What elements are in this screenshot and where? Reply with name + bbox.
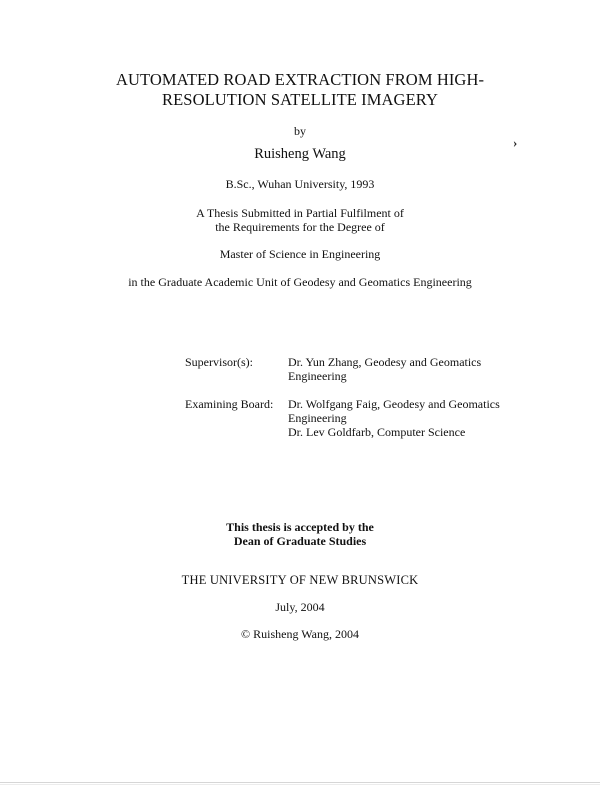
prior-degree: B.Sc., Wuhan University, 1993 <box>225 177 375 191</box>
thesis-title <box>0 70 600 110</box>
target-degree: Master of Science in Engineering <box>219 247 381 261</box>
submission-date: July, 2004 <box>275 600 325 614</box>
acceptance-statement <box>0 520 600 548</box>
university-name: THE UNIVERSITY OF NEW BRUNSWICK <box>181 573 419 587</box>
thesis-title-line-2: RESOLUTION SATELLITE IMAGERY <box>162 90 438 109</box>
thesis-title-line-1: AUTOMATED ROAD EXTRACTION FROM HIGH- <box>115 70 485 89</box>
author-name: Ruisheng Wang <box>254 146 346 162</box>
academic-unit: in the Graduate Academic Unit of Geodesy and Geomatics Engineering <box>128 275 472 289</box>
acceptance-line-1: This thesis is accepted by the <box>226 520 374 534</box>
committee-section <box>185 355 518 453</box>
supervisor-label: Supervisor(s): <box>185 355 253 369</box>
examining-board-row <box>185 397 518 439</box>
supervisor-name-line-2: Engineering <box>288 369 347 383</box>
scan-artifact-mark: › <box>513 135 518 150</box>
thesis-statement-line-1: A Thesis Submitted in Partial Fulfilment of <box>196 206 404 220</box>
copyright-notice: © Ruisheng Wang, 2004 <box>241 627 359 641</box>
board-name-line-1: Dr. Wolfgang Faig, Geodesy and Geomatics <box>288 397 500 411</box>
supervisor-row <box>185 355 518 383</box>
supervisor-names <box>288 355 518 383</box>
examining-board-label: Examining Board: <box>185 397 274 411</box>
board-name-line-3: Dr. Lev Goldfarb, Computer Science <box>288 425 466 439</box>
thesis-statement-line-2: the Requirements for the Degree of <box>215 220 385 234</box>
examining-board-names <box>288 397 518 439</box>
by-label: by <box>294 124 306 138</box>
acceptance-line-2: Dean of Graduate Studies <box>233 534 367 548</box>
scan-edge-line-secondary <box>0 784 600 785</box>
board-name-line-2: Engineering <box>288 411 347 425</box>
thesis-statement <box>0 206 600 234</box>
scan-edge-line <box>0 782 600 783</box>
supervisor-name-line-1: Dr. Yun Zhang, Geodesy and Geomatics <box>288 355 482 369</box>
